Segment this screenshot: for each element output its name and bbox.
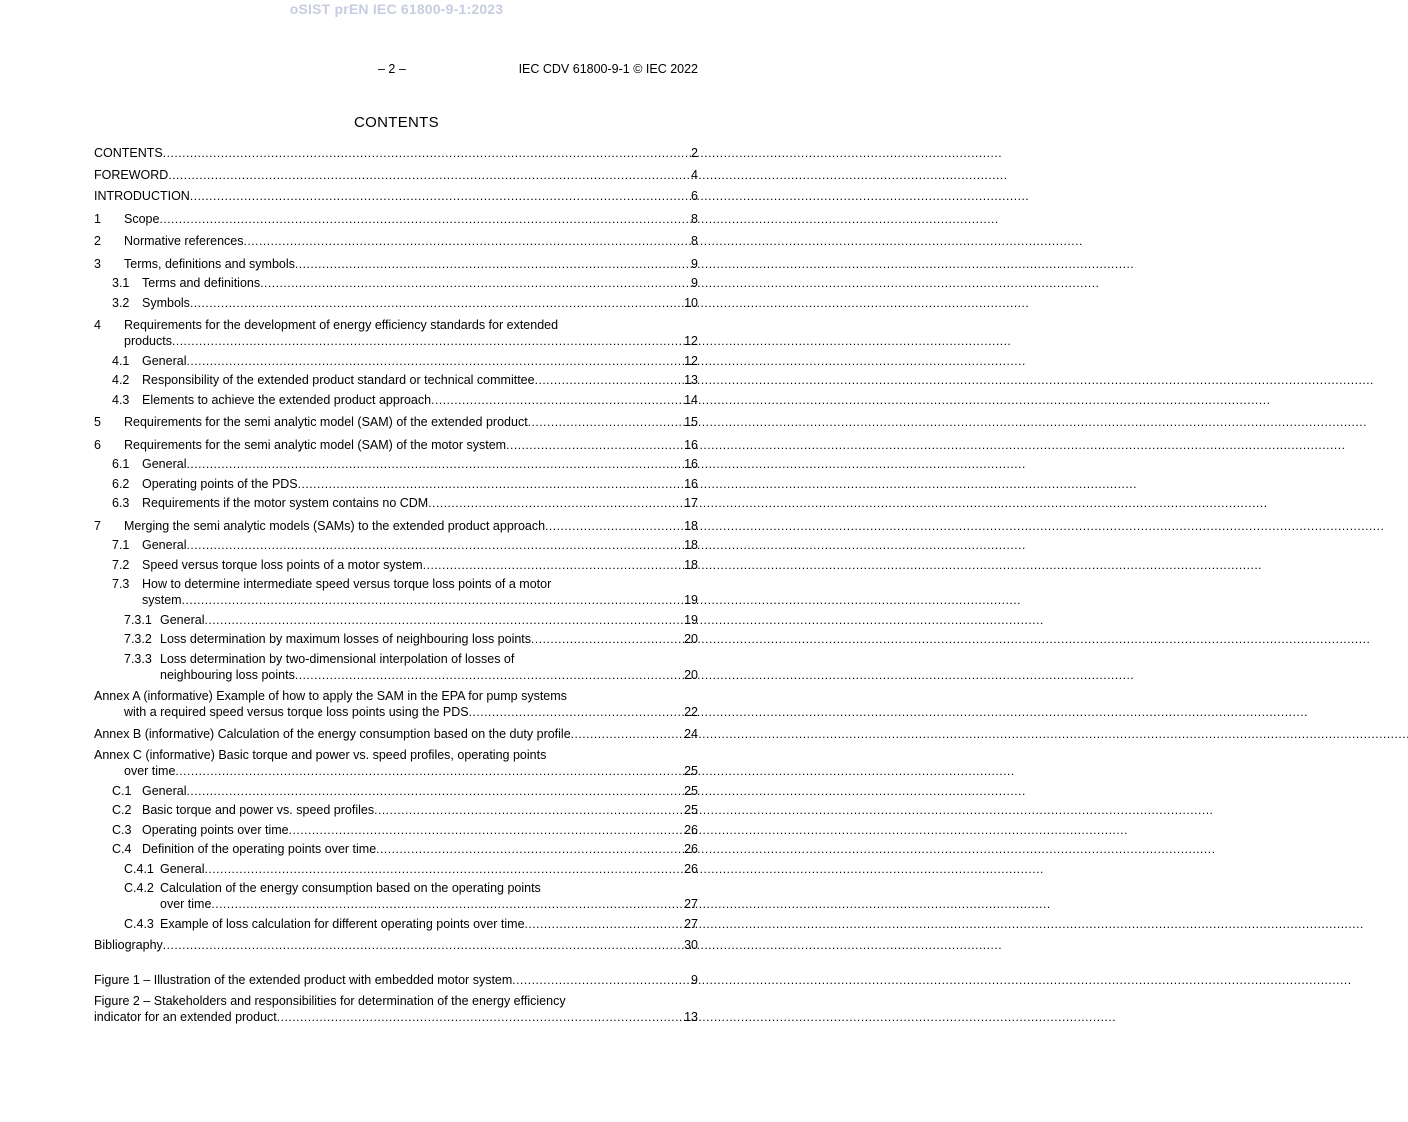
entry-title: FOREWORD bbox=[94, 167, 169, 182]
dot-leader bbox=[190, 188, 690, 204]
entry-title-continued: products bbox=[124, 334, 172, 348]
dot-leader bbox=[423, 557, 683, 573]
table-of-contents bbox=[94, 145, 698, 953]
dot-leader bbox=[571, 726, 683, 742]
dot-leader bbox=[186, 353, 683, 369]
toc-entry[interactable] bbox=[94, 211, 698, 227]
dot-leader bbox=[204, 861, 683, 877]
toc-entry[interactable] bbox=[94, 631, 698, 647]
page-ref: 9 bbox=[691, 256, 698, 271]
entry-title: Elements to achieve the extended product approach bbox=[142, 392, 432, 407]
entry-line-continued bbox=[94, 1009, 698, 1025]
dot-leader bbox=[260, 275, 690, 291]
entry-title-continued: over time bbox=[124, 764, 176, 778]
dot-leader bbox=[175, 763, 683, 779]
entry-title: Definition of the operating points over time bbox=[142, 842, 377, 856]
page-ref: 27 bbox=[684, 897, 698, 911]
dot-leader bbox=[163, 145, 690, 161]
entry-title: INTRODUCTION bbox=[94, 189, 190, 203]
toc-entry[interactable] bbox=[94, 495, 698, 511]
entry-line bbox=[94, 456, 698, 472]
entry-line-continued bbox=[94, 592, 698, 608]
toc-entry[interactable] bbox=[94, 841, 698, 857]
entry-title: Symbols bbox=[142, 295, 190, 310]
section-number: 7.3 bbox=[112, 577, 130, 591]
page-ref: 18 bbox=[684, 557, 698, 572]
list-of-figures bbox=[94, 972, 698, 1025]
toc-entry[interactable] bbox=[94, 576, 698, 608]
section-number: 7.3.2 bbox=[124, 632, 152, 646]
entry-title: Annex C (informative) Basic torque and power vs. speed profiles, operating points bbox=[94, 748, 547, 762]
entry-line-continued bbox=[94, 896, 698, 912]
entry-line bbox=[94, 233, 698, 249]
entry-title-continued: neighbouring loss points bbox=[160, 667, 295, 682]
section-number: 3 bbox=[94, 256, 101, 271]
toc-entry[interactable] bbox=[94, 861, 698, 877]
section-number: C.4.2 bbox=[124, 881, 154, 895]
section-number: C.2 bbox=[112, 803, 132, 817]
entry-title: Operating points of the PDS bbox=[142, 476, 298, 491]
page-ref: 20 bbox=[684, 632, 698, 646]
toc-entry[interactable] bbox=[94, 353, 698, 369]
section-number: 7.3.3 bbox=[124, 651, 152, 666]
dot-leader bbox=[469, 704, 683, 720]
entry-title: General bbox=[142, 457, 187, 471]
dot-leader bbox=[531, 631, 683, 647]
dot-leader bbox=[528, 414, 683, 430]
section-number: 6.1 bbox=[112, 457, 130, 471]
entry-title: Example of loss calculation for different operating points over time bbox=[160, 916, 525, 931]
dot-leader bbox=[374, 802, 683, 818]
section-number: C.3 bbox=[112, 822, 132, 837]
toc-entry[interactable] bbox=[94, 233, 698, 249]
entry-line bbox=[94, 495, 698, 511]
page-ref: 12 bbox=[684, 334, 698, 348]
section-number: 4.1 bbox=[112, 353, 130, 368]
toc-entry[interactable] bbox=[94, 783, 698, 799]
entry-title: Basic torque and power vs. speed profiles bbox=[142, 803, 375, 817]
toc-entry[interactable] bbox=[94, 275, 698, 291]
toc-entry[interactable] bbox=[94, 557, 698, 573]
dot-leader bbox=[204, 612, 683, 628]
dot-leader bbox=[190, 295, 683, 311]
dot-leader bbox=[298, 476, 683, 492]
toc-entry[interactable] bbox=[94, 822, 698, 838]
section-number: 2 bbox=[94, 234, 101, 248]
page-ref: 9 bbox=[691, 276, 698, 290]
entry-title-continued: system bbox=[142, 593, 182, 607]
entry-title: Requirements for the semi analytic model (SAM) of the extended product bbox=[124, 415, 528, 429]
toc-entry[interactable] bbox=[94, 456, 698, 472]
toc-entry[interactable] bbox=[94, 317, 698, 349]
page-ref: 24 bbox=[684, 726, 698, 741]
toc-entry[interactable] bbox=[94, 256, 698, 272]
entry-line bbox=[94, 317, 698, 333]
standard-designation: IEC CDV 61800-9-1 © IEC 2022 bbox=[518, 62, 698, 76]
dot-leader bbox=[506, 437, 683, 453]
page-ref: 8 bbox=[691, 211, 698, 226]
entry-title: General bbox=[142, 783, 187, 798]
dot-leader bbox=[512, 972, 690, 988]
entry-title: General bbox=[142, 538, 187, 552]
entry-title: Loss determination by maximum losses of neighbouring loss points bbox=[160, 632, 532, 646]
entry-title: Terms, definitions and symbols bbox=[124, 256, 295, 271]
entry-line bbox=[94, 783, 698, 799]
section-number: 6.3 bbox=[112, 496, 130, 510]
toc-entry[interactable] bbox=[94, 916, 698, 932]
page-ref: 26 bbox=[684, 842, 698, 856]
page-ref: 30 bbox=[684, 938, 698, 952]
page-ref: 14 bbox=[684, 392, 698, 407]
figure-entry[interactable] bbox=[94, 993, 698, 1025]
toc-entry[interactable] bbox=[94, 167, 698, 183]
entry-line bbox=[94, 631, 698, 647]
toc-entry[interactable] bbox=[94, 392, 698, 408]
entry-title: Annex B (informative) Calculation of the energy consumption based on the duty profile bbox=[94, 726, 571, 741]
entry-line bbox=[94, 414, 698, 430]
section-number: C.1 bbox=[112, 783, 132, 798]
entry-title: Responsibility of the extended product standard or technical committee bbox=[142, 373, 535, 387]
toc-entry[interactable] bbox=[94, 747, 698, 779]
entry-line bbox=[94, 916, 698, 932]
dot-leader bbox=[277, 1009, 683, 1025]
entry-line bbox=[94, 372, 698, 388]
section-number: 4.2 bbox=[112, 373, 130, 387]
dot-leader bbox=[163, 937, 683, 953]
toc-entry[interactable] bbox=[94, 518, 698, 534]
section-number: 1 bbox=[94, 211, 101, 226]
entry-line bbox=[94, 747, 698, 763]
entry-title: Requirements if the motor system contains no CDM bbox=[142, 496, 429, 510]
entry-title: Bibliography bbox=[94, 938, 163, 952]
page-ref: 9 bbox=[691, 973, 698, 987]
entry-line bbox=[94, 972, 698, 988]
page-ref: 4 bbox=[691, 167, 698, 182]
page-ref: 27 bbox=[684, 916, 698, 931]
section-number: 4 bbox=[94, 318, 101, 332]
entry-line bbox=[94, 211, 698, 227]
entry-title: Figure 1 – Illustration of the extended product with embedded motor system bbox=[94, 973, 513, 987]
entry-title-continued: over time bbox=[160, 897, 212, 911]
page-ref: 6 bbox=[691, 189, 698, 203]
section-number: 3.2 bbox=[112, 295, 130, 310]
entry-title: General bbox=[160, 612, 205, 627]
dot-leader bbox=[376, 841, 683, 857]
entry-title-continued: with a required speed versus torque loss points using the PDS bbox=[124, 705, 469, 719]
entry-line bbox=[94, 167, 698, 183]
page-ref: 20 bbox=[684, 667, 698, 682]
dot-leader bbox=[289, 822, 683, 838]
entry-title: Annex A (informative) Example of how to apply the SAM in the EPA for pump systems bbox=[94, 689, 567, 703]
entry-line bbox=[94, 802, 698, 818]
dot-leader bbox=[159, 211, 690, 227]
toc-entry[interactable] bbox=[94, 145, 698, 161]
entry-title: Requirements for the development of energy efficiency standards for extended bbox=[124, 318, 559, 332]
entry-title: Calculation of the energy consumption based on the operating points bbox=[160, 881, 541, 895]
toc-entry[interactable] bbox=[94, 937, 698, 953]
toc-entry[interactable] bbox=[94, 437, 698, 453]
figure-entry[interactable] bbox=[94, 972, 698, 988]
page-ref: 25 bbox=[684, 783, 698, 798]
page-ref: 2 bbox=[691, 146, 698, 160]
entry-title: Requirements for the semi analytic model (SAM) of the motor system bbox=[124, 437, 507, 452]
entry-line bbox=[94, 518, 698, 534]
dot-leader bbox=[525, 916, 684, 932]
entry-line-continued bbox=[94, 333, 698, 349]
page-ref: 22 bbox=[684, 705, 698, 719]
dot-leader bbox=[428, 495, 683, 511]
entry-line bbox=[94, 993, 698, 1009]
entry-title: Loss determination by two-dimensional interpolation of losses of bbox=[160, 651, 515, 666]
section-number: 7 bbox=[94, 518, 101, 533]
page-title: CONTENTS bbox=[354, 114, 439, 131]
dot-leader bbox=[431, 392, 683, 408]
page-ref: 12 bbox=[684, 353, 698, 368]
toc-entry[interactable] bbox=[94, 726, 698, 742]
entry-line bbox=[94, 188, 698, 204]
dot-leader bbox=[186, 537, 683, 553]
toc-entry[interactable] bbox=[94, 414, 698, 430]
page-ref: 10 bbox=[684, 295, 698, 310]
toc-entry[interactable] bbox=[94, 688, 698, 720]
page-ref: 16 bbox=[684, 476, 698, 491]
entry-line bbox=[94, 612, 698, 628]
toc-entry[interactable] bbox=[94, 476, 698, 492]
toc-entry[interactable] bbox=[94, 188, 698, 204]
dot-leader bbox=[295, 667, 683, 683]
section-number: 3.1 bbox=[112, 276, 130, 290]
entry-title: General bbox=[142, 353, 187, 368]
dot-leader bbox=[545, 518, 683, 534]
toc-entry[interactable] bbox=[94, 802, 698, 818]
entry-line bbox=[94, 392, 698, 408]
section-number: 7.3.1 bbox=[124, 612, 152, 627]
page-ref: 17 bbox=[684, 496, 698, 510]
watermark: oSIST prEN IEC 61800-9-1:2023 bbox=[289, 1, 504, 17]
page-ref: 8 bbox=[691, 234, 698, 248]
entry-line bbox=[94, 937, 698, 953]
entry-line bbox=[94, 841, 698, 857]
entry-title: Speed versus torque loss points of a motor system bbox=[142, 557, 423, 572]
dot-leader bbox=[295, 256, 690, 272]
entry-line bbox=[94, 688, 698, 704]
toc-entry[interactable] bbox=[94, 295, 698, 311]
entry-title: CONTENTS bbox=[94, 146, 163, 160]
entry-title: Normative references bbox=[124, 234, 244, 248]
entry-line bbox=[94, 880, 698, 896]
section-number: C.4.3 bbox=[124, 916, 154, 931]
page-ref: 26 bbox=[684, 822, 698, 837]
page-ref: 25 bbox=[684, 803, 698, 817]
page-ref: 26 bbox=[684, 861, 698, 876]
entry-line bbox=[94, 476, 698, 492]
page-ref: 16 bbox=[684, 437, 698, 452]
entry-line bbox=[94, 557, 698, 573]
page-ref: 13 bbox=[684, 1009, 698, 1024]
section-number: 6 bbox=[94, 437, 101, 452]
entry-title: Figure 2 – Stakeholders and responsibilities for determination of the energy efficiency bbox=[94, 993, 566, 1008]
section-number: 5 bbox=[94, 415, 101, 429]
entry-title: How to determine intermediate speed versus torque loss points of a motor bbox=[142, 577, 552, 591]
dot-leader bbox=[186, 783, 683, 799]
toc-entry[interactable] bbox=[94, 372, 698, 388]
page-ref: 18 bbox=[684, 538, 698, 552]
entry-title: Operating points over time bbox=[142, 822, 289, 837]
entry-title: General bbox=[160, 861, 205, 876]
page-number: – 2 – bbox=[378, 62, 406, 76]
page-ref: 19 bbox=[684, 612, 698, 627]
entry-line bbox=[94, 651, 698, 667]
page-ref: 19 bbox=[684, 593, 698, 607]
dot-leader bbox=[172, 333, 683, 349]
entry-line bbox=[94, 353, 698, 369]
page-ref: 13 bbox=[684, 373, 698, 387]
entry-line bbox=[94, 256, 698, 272]
toc-entry[interactable] bbox=[94, 612, 698, 628]
toc-entry[interactable] bbox=[94, 880, 698, 912]
page-ref: 25 bbox=[684, 764, 698, 778]
entry-title-continued: indicator for an extended product bbox=[94, 1009, 277, 1024]
entry-line-continued bbox=[94, 763, 698, 779]
toc-entry[interactable] bbox=[94, 537, 698, 553]
page-ref: 15 bbox=[684, 415, 698, 429]
entry-title: Scope bbox=[124, 211, 160, 226]
entry-line bbox=[94, 437, 698, 453]
section-number: 7.1 bbox=[112, 538, 130, 552]
entry-line bbox=[94, 576, 698, 592]
entry-line bbox=[94, 822, 698, 838]
entry-line bbox=[94, 537, 698, 553]
dot-leader bbox=[244, 233, 691, 249]
entry-line bbox=[94, 726, 698, 742]
entry-line bbox=[94, 275, 698, 291]
section-number: C.4 bbox=[112, 842, 132, 856]
toc-entry[interactable] bbox=[94, 651, 698, 683]
dot-leader bbox=[535, 372, 684, 388]
dot-leader bbox=[182, 592, 684, 608]
section-number: 7.2 bbox=[112, 557, 130, 572]
entry-line-continued bbox=[94, 704, 698, 720]
entry-title: Terms and definitions bbox=[142, 276, 261, 290]
entry-line bbox=[94, 295, 698, 311]
dot-leader bbox=[186, 456, 683, 472]
dot-leader bbox=[168, 167, 690, 183]
page-ref: 18 bbox=[684, 518, 698, 533]
dot-leader bbox=[211, 896, 683, 912]
entry-line bbox=[94, 861, 698, 877]
section-number: C.4.1 bbox=[124, 861, 154, 876]
page-ref: 16 bbox=[684, 457, 698, 471]
entry-title: Merging the semi analytic models (SAMs) to the extended product approach bbox=[124, 518, 546, 533]
entry-line bbox=[94, 145, 698, 161]
section-number: 6.2 bbox=[112, 476, 130, 491]
section-number: 4.3 bbox=[112, 392, 130, 407]
entry-line-continued bbox=[94, 667, 698, 683]
